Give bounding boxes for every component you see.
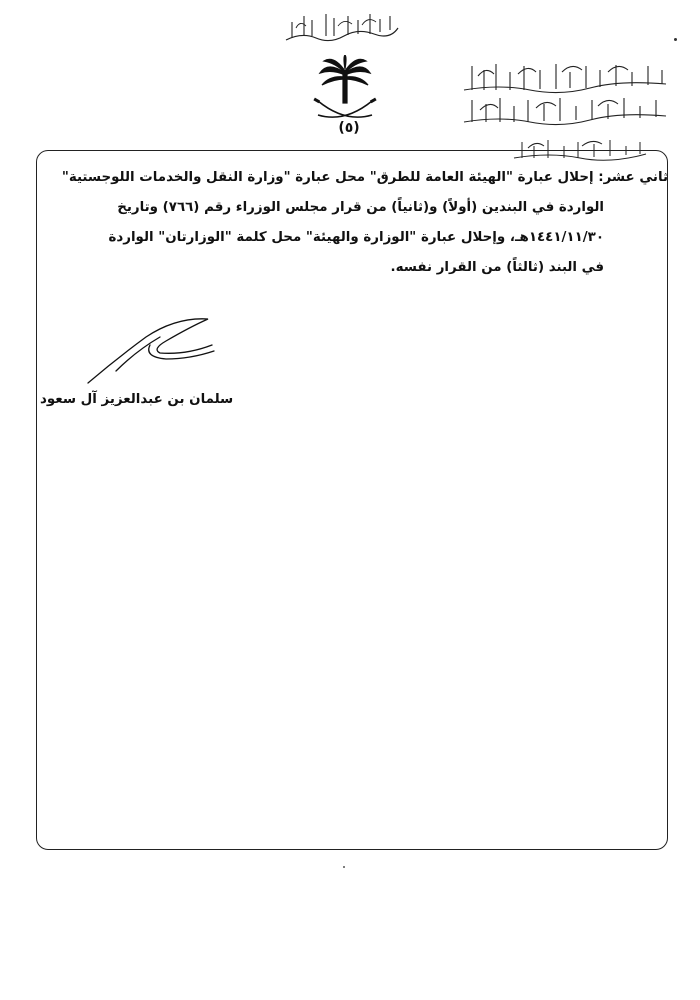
decision-line-3: ١٤٤١/١١/٣٠هـ، وإحلال عبارة "الوزارة والهيئة" محل كلمة "الوزارتان" الواردة — [108, 230, 604, 245]
page-number: (٥) — [338, 120, 360, 136]
decision-line-1: ثاني عشر: إحلال عبارة "الهيئة العامة للطرق" محل عبارة "وزارة النقل والخدمات اللوجستية" — [61, 170, 668, 185]
decision-text — [40, 163, 668, 283]
handwritten-signature — [86, 315, 216, 385]
decision-line-2: الواردة في البندين (أولاً) و(ثانياً) من قرار مجلس الوزراء رقم (٧٦٦) وتاريخ — [117, 200, 604, 215]
margin-dot — [674, 38, 677, 41]
footer-dot — [343, 866, 345, 868]
signer-name: سلمان بن عبدالعزيز آل سعود — [40, 392, 234, 407]
decision-line-4: في البند (ثالثاً) من القرار نفسه. — [390, 260, 604, 275]
letterhead-calligraphy — [460, 60, 672, 130]
basmala-calligraphy — [282, 10, 402, 46]
